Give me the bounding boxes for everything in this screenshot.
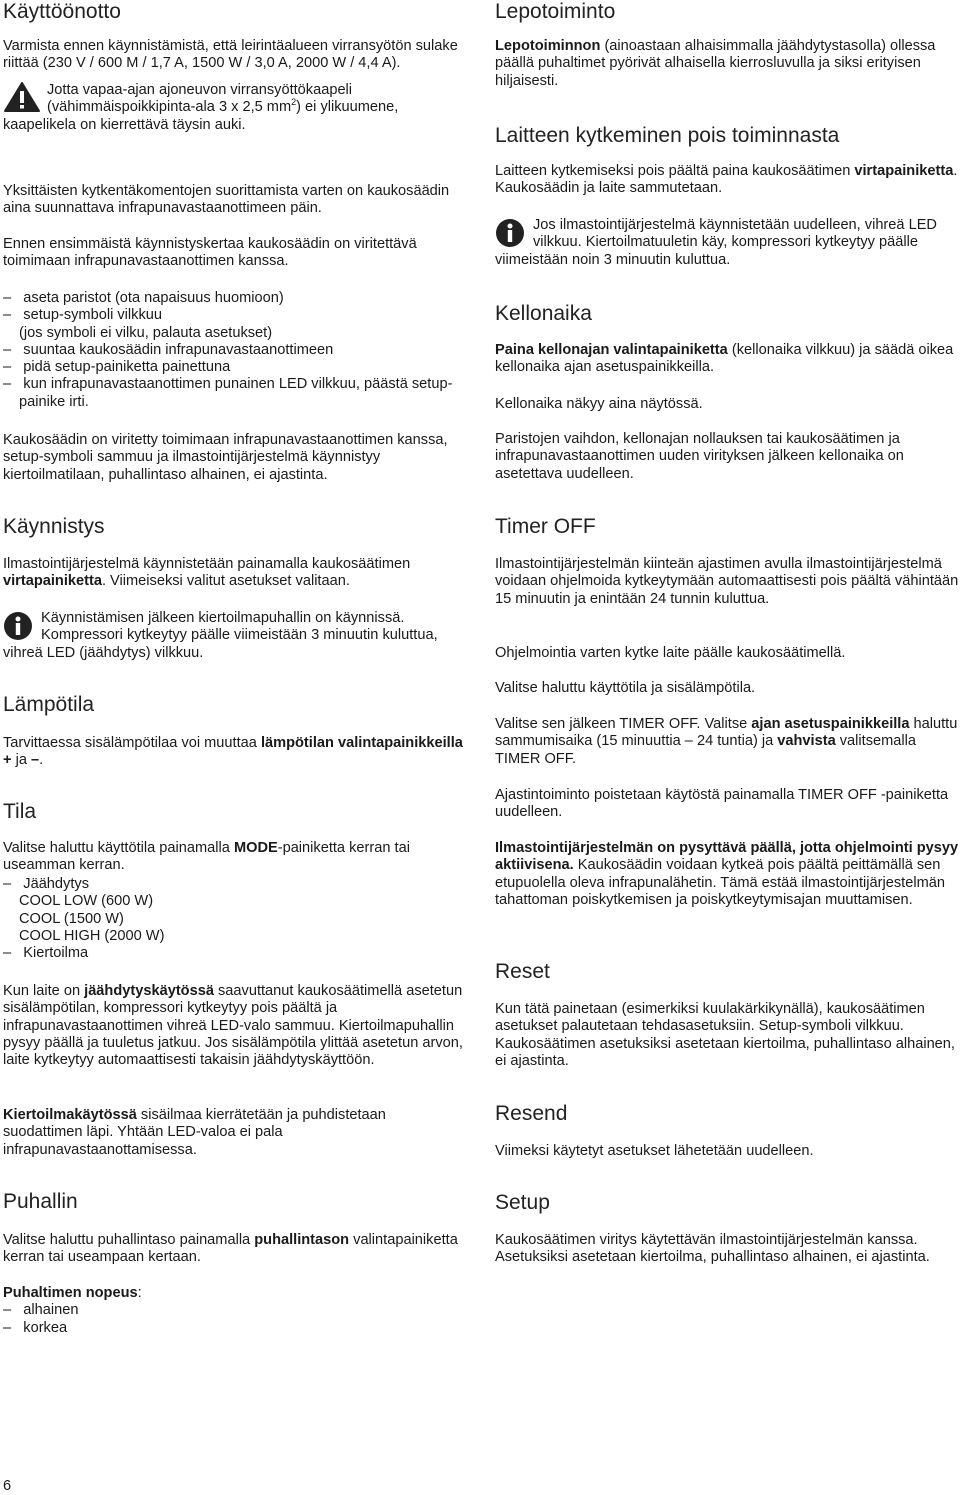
modes-list (3, 876, 467, 962)
list-item: – Jäähdytys (3, 876, 89, 892)
paragraph-temperature: Tarvittaessa sisälämpötilaa voi muuttaa lämpötilan valintapainikkeilla + ja –. (3, 735, 463, 769)
paragraph-clock-reset: Paristojen vaihdon, kellonajan nollauksen tai kaukosäätimen ja infrapunavastaanottimen uuden virityksen jälkeen kellonaika on asetettava uudelleen. (495, 431, 904, 482)
paragraph-switch-off: Laitteen kytkemiseksi pois päältä paina kaukosäätimen virtapainiketta. Kaukosäädin ja laite sammutetaan. (495, 163, 958, 197)
info-note-text: Jos ilmastointijärjestelmä käynnistetään uudelleen, vihreä LED vilkkuu. Kiertoilmatuuletin käy, kompressori kytkeytyy päälle viimeistään noin 3 minuutin kuluttua. (495, 217, 937, 268)
heading-setup: Setup (495, 1191, 550, 1214)
list-item: – aseta paristot (ota napaisuus huomioon) (3, 290, 284, 306)
list-item: – Kiertoilma (3, 945, 89, 962)
list-item: – alhainen (3, 1302, 79, 1319)
paragraph-direction: Yksittäisten kytkentäkomentojen suorittamista varten on kaukosäädin aina suunnattava infrapunavastaanottimeen päin. (3, 183, 450, 217)
warning-superscript: 2 (291, 97, 297, 108)
heading-lampotila: Lämpötila (3, 693, 95, 716)
heading-resend: Resend (495, 1102, 568, 1125)
paragraph-timer-program: Ohjelmointia varten kytke laite päälle kaukosäätimellä. (495, 645, 846, 661)
fan-speed-list (3, 1285, 467, 1337)
paragraph-timer-intro: Ilmastointijärjestelmän kiinteän ajastimen avulla ilmastointijärjestelmä voidaan ohjelmoida kytkeytymään automaattisesti pois päältä vähintään 15 minuutin ja enintään 24 tunnin kuluttua. (495, 556, 959, 607)
info-note-start (3, 610, 467, 662)
paragraph-start: Ilmastointijärjestelmä käynnistetään painamalla kaukosäätimen virtapainiketta. Viimeiseksi valitut asetukset valitaan. (3, 556, 411, 590)
list-item: COOL (1500 W) (19, 910, 124, 927)
list-item: COOL LOW (600 W) (19, 893, 154, 910)
warning-triangle-icon (3, 81, 41, 111)
heading-tila: Tila (3, 800, 37, 823)
paragraph-timer-active: Ilmastointijärjestelmän on pysyttävä päällä, jotta ohjelmointi pysyy aktiivisena. Kaukosäädin voidaan kytkeä pois päältä peittämällä sen etupuolella oleva infrapunalähetin. Tämä estää ilmastointijärjestelmän tahattoman poiskytkemisen ja poiskytkeytymisajan muuttamisen. (495, 840, 959, 908)
heading-pois: Laitteen kytkeminen pois toiminnasta (495, 124, 840, 147)
paragraph-paired: Kaukosäädin on viritetty toimimaan infrapunavastaanottimen kanssa, setup-symboli sammuu ja ilmastointijärjestelmä käynnistyy kiertoilmatilaan, puhallintaso alhainen, ei ajastinta. (3, 432, 448, 483)
heading-kayttoonotto: Käyttöönotto (3, 0, 121, 23)
paragraph-fuse: Varmista ennen käynnistämistä, että leirintäalueen virransyötön sulake riittää (230 V / 600 M / 1,7 A, 1500 W / 3,0 A, 2000 W / 4,4 A). (3, 38, 458, 72)
heading-lepotoiminto: Lepotoiminto (495, 0, 616, 23)
paragraph-sleep: Lepotoiminnon (ainoastaan alhaisimmalla jäähdytystasolla) ollessa päällä puhaltimet pyörivät alhaisella kierrosluvulla ja siksi erityisen hiljaisesti. (495, 38, 936, 89)
page-number: 6 (3, 1478, 12, 1494)
paragraph-timer-set: Valitse sen jälkeen TIMER OFF. Valitse ajan asetuspainikkeilla haluttu sammumisaika (15 minuuttia – 24 tuntia) ja vahvista valitsemalla TIMER OFF. (495, 716, 958, 767)
paragraph-mode: Valitse haluttu käyttötila painamalla MODE-painiketta kerran tai useamman kerran. (3, 840, 410, 874)
warning-text-a: Jotta vapaa-ajan ajoneuvon virransyöttökaapeli (vähimmäispoikkipinta-ala 3 x 2,5 mm (47, 82, 353, 116)
heading-puhallin: Puhallin (3, 1190, 78, 1213)
heading-kellonaika: Kellonaika (495, 302, 592, 325)
paragraph-clock: Paina kellonajan valintapainiketta (kellonaika vilkkuu) ja säädä oikea kellonaika ajan asetuspainikkeilla. (495, 342, 954, 376)
list-item: – korkea (3, 1319, 68, 1336)
paragraph-timer-mode: Valitse haluttu käyttötila ja sisälämpötila. (495, 680, 756, 696)
warning-note (3, 82, 467, 134)
paragraph-reset: Kun tätä painetaan (esimerkiksi kuulakärkikynällä), kaukosäätimen asetukset palautetaan tehdasasetuksiin. Setup-symboli vilkkuu. Kaukosäätimen asetuksiksi asetetaan kiertoilma, puhallintaso alhainen, ei ajastinta. (495, 1001, 955, 1069)
info-circle-icon (3, 611, 33, 641)
fan-speed-label: Puhaltimen nopeus: (3, 1285, 142, 1301)
heading-timer: Timer OFF (495, 515, 596, 538)
list-item: – setup-symboli vilkkuu (3, 307, 162, 324)
heading-reset: Reset (495, 960, 550, 983)
list-item: – suuntaa kaukosäädin infrapunavastaanottimeen (3, 341, 334, 358)
list-item: – pidä setup-painiketta painettuna (3, 359, 231, 376)
info-note-off (495, 217, 959, 269)
paragraph-circulation: Kiertoilmakäytössä sisäilmaa kierrätetään ja puhdistetaan suodattimen läpi. Yhtään LED-valoa ei pala infrapunavastaanottamisessa. (3, 1107, 386, 1158)
list-item: COOL HIGH (2000 W) (19, 927, 165, 944)
paragraph-pairing: Ennen ensimmäistä käynnistyskertaa kaukosäädin on viritettävä toimimaan infrapunavastaanottimen kanssa. (3, 236, 417, 270)
paragraph-clock-display: Kellonaika näkyy aina näytössä. (495, 396, 703, 412)
info-note-text: Käynnistämisen jälkeen kiertoilmapuhallin on käynnissä. Kompressori kytkeytyy päälle viimeistään 3 minuutin kuluttua, vihreä LED (jäähdytys) vilkkuu. (3, 610, 438, 661)
paragraph-cooling: Kun laite on jäähdytyskäytössä saavuttanut kaukosäätimellä asetetun sisälämpötilan, kompressori kytkeytyy pois päältä ja infrapunavastaanottimen vihreä LED-valo sammuu. Kiertoilmapuhallin pysyy päällä ja tuuletus jatkuu. Jos sisälämpötila ylittää asetetun arvon, laite kytkeytyy automaattisesti takaisin jäähdytyskäyttöön. (3, 983, 463, 1069)
paragraph-setup: Kaukosäätimen viritys käytettävän ilmastointijärjestelmän kanssa. Asetuksiksi asetetaan kiertoilma, puhallintaso alhainen, ei ajastinta. (495, 1232, 930, 1266)
paragraph-timer-cancel: Ajastintoiminto poistetaan käytöstä painamalla TIMER OFF -painiketta uudelleen. (495, 787, 949, 821)
paragraph-fan: Valitse haluttu puhallintaso painamalla puhallintason valintapainiketta kerran tai useampaan kertaan. (3, 1232, 458, 1266)
setup-steps-list (3, 290, 467, 411)
heading-kaynnistys: Käynnistys (3, 515, 105, 538)
warning-text-b: ) ei ylikuumene, kaapelikela on kierrettävä täysin auki. (3, 99, 399, 133)
list-item: – kun infrapunavastaanottimen punainen LED vilkkuu, päästä setup-painike irti. (3, 376, 453, 410)
info-circle-icon (495, 218, 525, 248)
paragraph-resend: Viimeksi käytetyt asetukset lähetetään uudelleen. (495, 1143, 814, 1159)
list-item: (jos symboli ei vilku, palauta asetukset) (19, 324, 273, 341)
